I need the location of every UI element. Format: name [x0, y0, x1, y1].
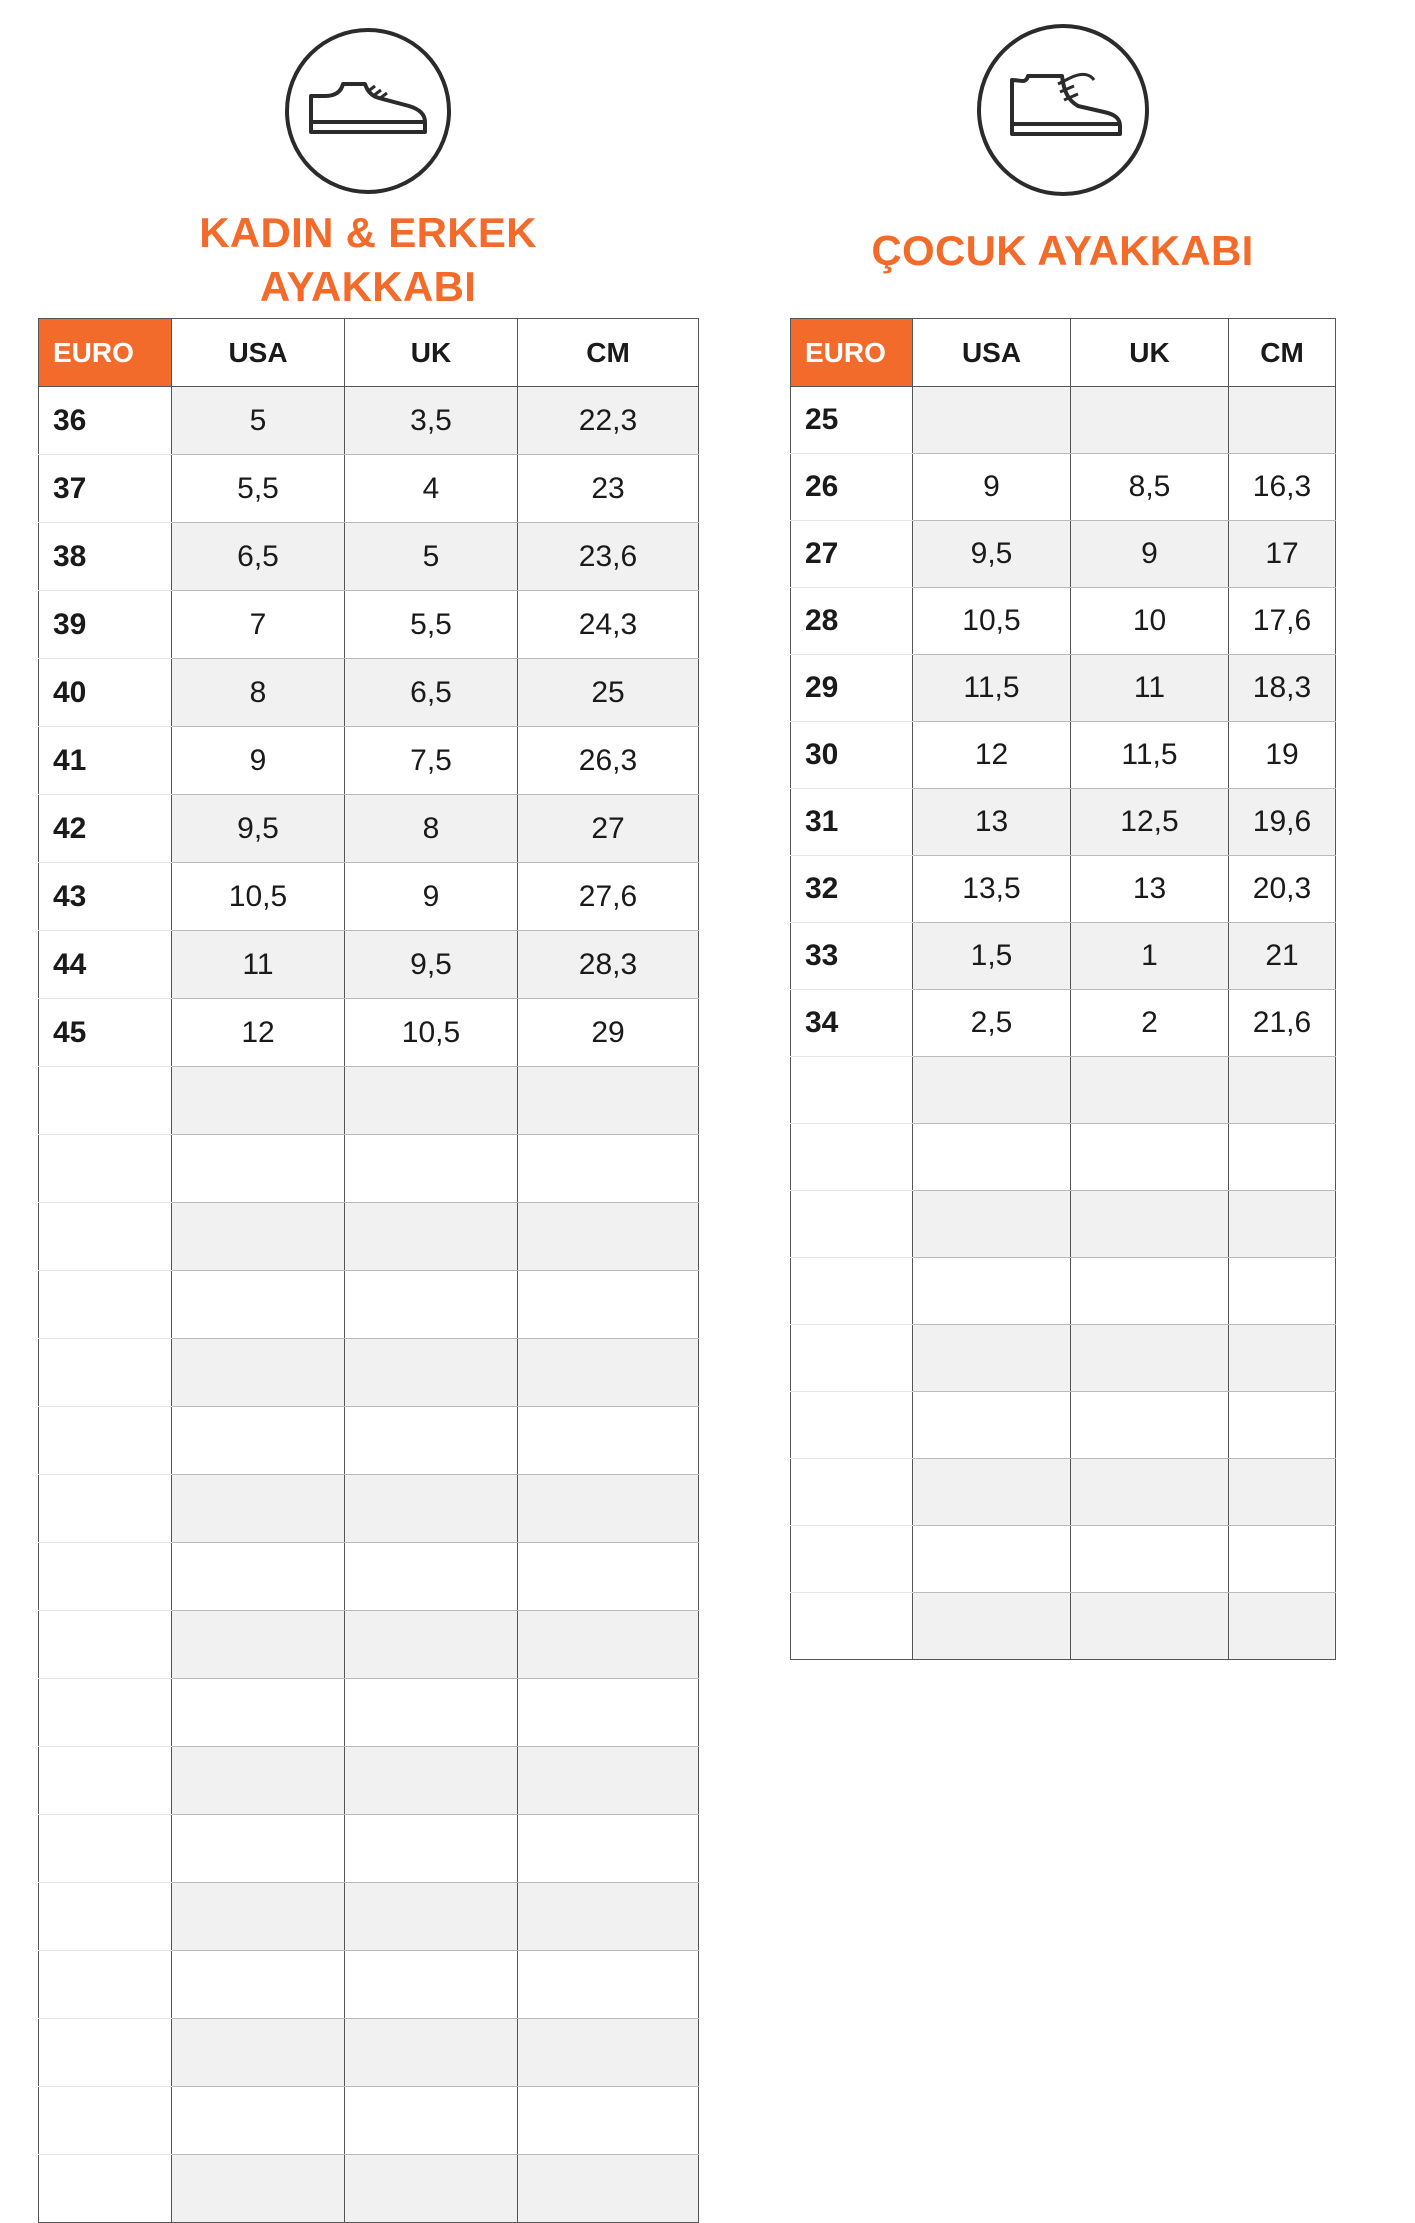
cm-cell: 20,3	[1229, 856, 1336, 923]
usa-cell: 9,5	[172, 795, 345, 863]
cm-cell: 27	[518, 795, 699, 863]
table-row	[39, 1883, 699, 1951]
table-header-row	[39, 319, 699, 387]
usa-cell: 10,5	[172, 863, 345, 931]
table-row	[791, 1325, 1336, 1392]
cm-cell: 21,6	[1229, 990, 1336, 1057]
usa-cell	[913, 1392, 1071, 1459]
uk-cell: 7,5	[345, 727, 518, 795]
cm-cell	[518, 1815, 699, 1883]
cm-cell	[518, 1951, 699, 2019]
cm-cell	[518, 1203, 699, 1271]
uk-cell	[1071, 387, 1229, 454]
child-heading: ÇOCUK AYAKKABI	[871, 227, 1254, 274]
uk-cell	[345, 1883, 518, 1951]
uk-cell: 3,5	[345, 387, 518, 455]
usa-cell	[913, 1191, 1071, 1258]
usa-cell: 1,5	[913, 923, 1071, 990]
high-sneaker-icon	[977, 24, 1149, 196]
uk-cell	[345, 1475, 518, 1543]
cm-cell	[1229, 1057, 1336, 1124]
uk-cell: 12,5	[1071, 789, 1229, 856]
euro-cell	[39, 1475, 172, 1543]
cm-cell	[1229, 1526, 1336, 1593]
usa-cell	[172, 1679, 345, 1747]
uk-cell: 1	[1071, 923, 1229, 990]
cm-cell	[1229, 387, 1336, 454]
cm-cell	[518, 1407, 699, 1475]
uk-cell	[345, 2019, 518, 2087]
usa-cell: 5,5	[172, 455, 345, 523]
cm-cell	[518, 1747, 699, 1815]
euro-cell	[791, 1191, 913, 1258]
usa-cell	[913, 1526, 1071, 1593]
cm-cell: 28,3	[518, 931, 699, 999]
euro-cell: 36	[39, 387, 172, 455]
table-row	[39, 2019, 699, 2087]
uk-cell: 10	[1071, 588, 1229, 655]
uk-cell: 5,5	[345, 591, 518, 659]
uk-cell: 9	[345, 863, 518, 931]
euro-cell	[39, 1747, 172, 1815]
euro-cell: 45	[39, 999, 172, 1067]
euro-cell: 25	[791, 387, 913, 454]
usa-cell	[172, 1135, 345, 1203]
uk-cell	[345, 2155, 518, 2223]
table-row	[39, 2155, 699, 2223]
euro-cell	[39, 2019, 172, 2087]
usa-cell: 8	[172, 659, 345, 727]
euro-cell	[39, 1679, 172, 1747]
usa-cell: 2,5	[913, 990, 1071, 1057]
table-row	[39, 863, 699, 931]
cm-cell: 19,6	[1229, 789, 1336, 856]
usa-cell: 10,5	[913, 588, 1071, 655]
usa-cell	[172, 1951, 345, 2019]
euro-cell	[39, 1339, 172, 1407]
uk-cell	[345, 1679, 518, 1747]
usa-cell: 13,5	[913, 856, 1071, 923]
cm-cell	[518, 1543, 699, 1611]
table-row	[39, 795, 699, 863]
table-row	[39, 1611, 699, 1679]
table-row	[39, 2087, 699, 2155]
euro-cell: 32	[791, 856, 913, 923]
table-row	[791, 1459, 1336, 1526]
cm-cell	[1229, 1124, 1336, 1191]
child-size-table	[790, 318, 1336, 1660]
euro-cell	[39, 1543, 172, 1611]
cm-cell	[1229, 1459, 1336, 1526]
usa-cell: 7	[172, 591, 345, 659]
usa-cell: 5	[172, 387, 345, 455]
euro-cell: 42	[39, 795, 172, 863]
usa-cell	[172, 1407, 345, 1475]
table-row	[791, 1593, 1336, 1660]
uk-cell	[345, 1407, 518, 1475]
table-row	[39, 1475, 699, 1543]
cm-cell	[518, 1135, 699, 1203]
usa-cell	[172, 1475, 345, 1543]
table-row	[39, 1067, 699, 1135]
table-row	[39, 387, 699, 455]
usa-cell	[172, 1883, 345, 1951]
usa-cell	[172, 2155, 345, 2223]
cm-cell	[1229, 1325, 1336, 1392]
euro-cell	[791, 1124, 913, 1191]
cm-cell: 24,3	[518, 591, 699, 659]
usa-cell: 11	[172, 931, 345, 999]
euro-cell	[39, 1135, 172, 1203]
usa-cell	[172, 2019, 345, 2087]
cm-cell	[1229, 1593, 1336, 1660]
euro-cell	[39, 1407, 172, 1475]
uk-cell	[1071, 1593, 1229, 1660]
table-row	[791, 1526, 1336, 1593]
euro-column-header: EURO	[39, 319, 172, 387]
euro-cell: 28	[791, 588, 913, 655]
table-row	[39, 727, 699, 795]
uk-cell	[345, 1611, 518, 1679]
usa-cell	[913, 1057, 1071, 1124]
cm-cell	[518, 2019, 699, 2087]
table-row	[39, 1339, 699, 1407]
euro-cell	[791, 1258, 913, 1325]
usa-cell: 11,5	[913, 655, 1071, 722]
usa-cell: 9	[172, 727, 345, 795]
uk-cell: 13	[1071, 856, 1229, 923]
table-row	[39, 1203, 699, 1271]
table-row	[39, 1951, 699, 2019]
uk-cell: 2	[1071, 990, 1229, 1057]
cm-cell: 27,6	[518, 863, 699, 931]
table-row	[39, 1135, 699, 1203]
euro-cell	[791, 1392, 913, 1459]
table-row	[39, 999, 699, 1067]
euro-cell: 26	[791, 454, 913, 521]
usa-cell	[172, 1815, 345, 1883]
euro-cell	[39, 2155, 172, 2223]
cm-cell: 22,3	[518, 387, 699, 455]
table-header-row	[791, 319, 1336, 387]
uk-cell	[1071, 1392, 1229, 1459]
table-row	[791, 990, 1336, 1057]
euro-cell	[39, 1883, 172, 1951]
usa-cell	[172, 1747, 345, 1815]
uk-cell	[345, 1747, 518, 1815]
table-row	[39, 1747, 699, 1815]
child-size-chart	[790, 24, 1335, 1039]
table-row	[791, 655, 1336, 722]
uk-cell	[345, 1951, 518, 2019]
uk-cell	[345, 1815, 518, 1883]
uk-column-header: UK	[345, 319, 518, 387]
euro-cell: 43	[39, 863, 172, 931]
table-row	[791, 387, 1336, 454]
uk-cell	[345, 2087, 518, 2155]
uk-cell	[1071, 1057, 1229, 1124]
euro-cell	[791, 1057, 913, 1124]
euro-cell: 30	[791, 722, 913, 789]
cm-cell: 16,3	[1229, 454, 1336, 521]
adult-size-chart	[38, 28, 698, 1049]
euro-cell	[39, 2087, 172, 2155]
cm-cell: 19	[1229, 722, 1336, 789]
euro-cell: 39	[39, 591, 172, 659]
cm-cell	[1229, 1191, 1336, 1258]
euro-cell	[791, 1325, 913, 1392]
euro-cell	[39, 1203, 172, 1271]
cm-cell	[518, 2087, 699, 2155]
cm-cell	[1229, 1258, 1336, 1325]
euro-cell: 33	[791, 923, 913, 990]
euro-cell	[791, 1593, 913, 1660]
table-row	[39, 1679, 699, 1747]
usa-column-header: USA	[172, 319, 345, 387]
uk-cell	[1071, 1191, 1229, 1258]
euro-cell: 27	[791, 521, 913, 588]
table-row	[791, 923, 1336, 990]
table-row	[791, 1258, 1336, 1325]
cm-cell: 23	[518, 455, 699, 523]
euro-cell	[39, 1951, 172, 2019]
table-row	[791, 588, 1336, 655]
table-row	[39, 523, 699, 591]
uk-cell: 4	[345, 455, 518, 523]
uk-column-header: UK	[1071, 319, 1229, 387]
euro-cell	[39, 1815, 172, 1883]
usa-cell	[913, 1459, 1071, 1526]
adult-size-table	[38, 318, 699, 2223]
uk-cell	[345, 1271, 518, 1339]
table-row	[39, 659, 699, 727]
usa-cell: 12	[913, 722, 1071, 789]
table-row	[39, 455, 699, 523]
uk-cell: 8	[345, 795, 518, 863]
uk-cell	[1071, 1124, 1229, 1191]
table-row	[791, 1057, 1336, 1124]
euro-cell: 31	[791, 789, 913, 856]
uk-cell: 9,5	[345, 931, 518, 999]
uk-cell: 9	[1071, 521, 1229, 588]
euro-cell	[791, 1526, 913, 1593]
cm-cell: 29	[518, 999, 699, 1067]
cm-cell: 26,3	[518, 727, 699, 795]
uk-cell: 5	[345, 523, 518, 591]
table-row	[39, 1815, 699, 1883]
euro-cell	[39, 1611, 172, 1679]
euro-cell: 38	[39, 523, 172, 591]
usa-cell: 12	[172, 999, 345, 1067]
cm-cell: 21	[1229, 923, 1336, 990]
adult-heading-line1: KADIN & ERKEK	[199, 209, 537, 256]
table-row	[791, 856, 1336, 923]
usa-cell	[172, 1611, 345, 1679]
cm-cell: 17	[1229, 521, 1336, 588]
usa-cell	[913, 1124, 1071, 1191]
cm-column-header: CM	[518, 319, 699, 387]
table-row	[791, 1191, 1336, 1258]
uk-cell	[1071, 1325, 1229, 1392]
usa-cell	[913, 387, 1071, 454]
table-row	[39, 1543, 699, 1611]
uk-cell	[345, 1543, 518, 1611]
usa-cell	[172, 1271, 345, 1339]
uk-cell	[345, 1203, 518, 1271]
usa-cell: 9,5	[913, 521, 1071, 588]
adult-heading-line2: AYAKKABI	[259, 263, 477, 310]
table-row	[791, 722, 1336, 789]
euro-cell: 40	[39, 659, 172, 727]
table-row	[39, 931, 699, 999]
uk-cell: 11	[1071, 655, 1229, 722]
usa-cell	[913, 1258, 1071, 1325]
usa-cell	[172, 1543, 345, 1611]
table-row	[791, 1392, 1336, 1459]
usa-cell: 13	[913, 789, 1071, 856]
uk-cell: 6,5	[345, 659, 518, 727]
cm-column-header: CM	[1229, 319, 1336, 387]
table-row	[39, 1407, 699, 1475]
cm-cell	[518, 2155, 699, 2223]
uk-cell	[1071, 1459, 1229, 1526]
low-sneaker-icon	[285, 28, 451, 194]
usa-column-header: USA	[913, 319, 1071, 387]
uk-cell	[345, 1339, 518, 1407]
uk-cell: 11,5	[1071, 722, 1229, 789]
cm-cell: 18,3	[1229, 655, 1336, 722]
table-row	[791, 454, 1336, 521]
cm-cell	[518, 1611, 699, 1679]
table-row	[39, 1271, 699, 1339]
cm-cell	[518, 1271, 699, 1339]
euro-cell: 34	[791, 990, 913, 1057]
uk-cell: 10,5	[345, 999, 518, 1067]
usa-cell	[172, 1203, 345, 1271]
table-row	[791, 521, 1336, 588]
usa-cell	[172, 1067, 345, 1135]
cm-cell: 23,6	[518, 523, 699, 591]
cm-cell: 25	[518, 659, 699, 727]
euro-cell: 44	[39, 931, 172, 999]
usa-cell: 6,5	[172, 523, 345, 591]
euro-cell	[39, 1067, 172, 1135]
euro-cell	[791, 1459, 913, 1526]
usa-cell	[172, 1339, 345, 1407]
uk-cell	[1071, 1258, 1229, 1325]
table-row	[39, 591, 699, 659]
cm-cell	[518, 1679, 699, 1747]
cm-cell	[518, 1475, 699, 1543]
cm-cell	[1229, 1392, 1336, 1459]
euro-column-header: EURO	[791, 319, 913, 387]
cm-cell	[518, 1883, 699, 1951]
table-row	[791, 789, 1336, 856]
uk-cell	[1071, 1526, 1229, 1593]
uk-cell	[345, 1135, 518, 1203]
euro-cell: 29	[791, 655, 913, 722]
cm-cell	[518, 1339, 699, 1407]
uk-cell: 8,5	[1071, 454, 1229, 521]
table-row	[791, 1124, 1336, 1191]
usa-cell	[913, 1593, 1071, 1660]
usa-cell: 9	[913, 454, 1071, 521]
cm-cell	[518, 1067, 699, 1135]
euro-cell	[39, 1271, 172, 1339]
usa-cell	[172, 2087, 345, 2155]
cm-cell: 17,6	[1229, 588, 1336, 655]
euro-cell: 37	[39, 455, 172, 523]
usa-cell	[913, 1325, 1071, 1392]
uk-cell	[345, 1067, 518, 1135]
euro-cell: 41	[39, 727, 172, 795]
